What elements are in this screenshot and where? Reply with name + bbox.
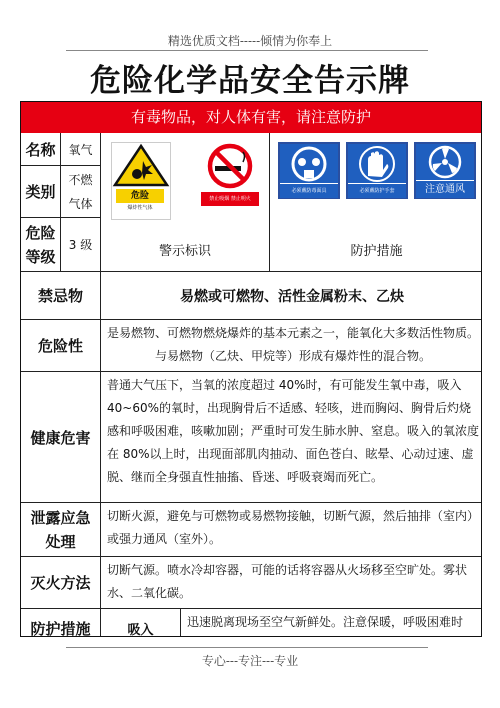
- ventilation-pictogram: [416, 144, 474, 180]
- warning-caption: 警示标识: [158, 244, 211, 259]
- name-value: 氧气: [61, 133, 101, 166]
- protection-label: 防护措施: [21, 609, 101, 637]
- inhalation-label: 吸入: [101, 609, 181, 637]
- firefighting-text: 切断气源。喷水冷却容器，可能的话将容器从火场移至空旷处。雾状水、二氧化碳。: [101, 557, 482, 609]
- protection-caption: 防护措施: [350, 244, 403, 259]
- category-label: 类别: [21, 166, 61, 218]
- gloves-sign: [346, 142, 408, 199]
- gas-mask-label: 必须戴防毒面具: [280, 184, 338, 198]
- gas-mask-pictogram: [280, 144, 338, 183]
- hazard-text: 是易燃物、可燃物燃烧爆炸的基本元素之一，能氧化大多数活性物质。与易燃物（乙炔、甲烷等）形成有爆炸性的混合物。: [101, 320, 482, 372]
- fan-icon: [416, 144, 474, 180]
- explosion-warning-sign: [111, 142, 171, 220]
- danger-badge-sub: 爆炸性气体: [127, 205, 153, 211]
- hazard-label: 危险性: [21, 320, 101, 372]
- ventilation-sign: [414, 142, 476, 199]
- gloves-label: 必须戴防护手套: [348, 184, 406, 198]
- category-value: [61, 166, 101, 218]
- footer-note: 专心---专注---专业: [201, 654, 299, 668]
- gas-mask-sign: [278, 142, 340, 199]
- health-text: 普通大气压下，当氧的浓度超过 40%时，有可能发生氧中毒，吸入 40~60%的氧时，出现胸骨后不适感、轻咳，进而胸闷、胸骨后灼烧感和呼吸困难，咳嗽加剧；严重时可发生肺水肿、窒息。吸入的氧浓度在 80%以上时，出现面部肌肉抽动、面色苍白、眩晕、心动过速、虚脱、继而全身强直性抽搐、昏迷、呼吸衰竭而死亡。: [101, 372, 482, 503]
- header-divider: [66, 50, 428, 51]
- no-smoking-sign: [201, 142, 259, 218]
- category-value-line1: 不燃: [68, 172, 93, 187]
- warning-banner: 有毒物品，对人体有害，请注意防护: [21, 102, 481, 133]
- inhalation-text: 迅速脱离现场至空气新鲜处。注意保暖，呼吸困难时: [181, 609, 482, 637]
- health-label: 健康危害: [21, 372, 101, 503]
- explosion-icon: [112, 143, 170, 187]
- forbidden-label: 禁忌物: [21, 272, 101, 320]
- leak-label-line2: 处理: [45, 532, 76, 551]
- gas-mask-icon: [280, 144, 338, 183]
- forbidden-text: 易燃或可燃物、活性金属粉末、乙炔: [101, 272, 482, 320]
- footer-divider: [66, 647, 428, 648]
- grade-label: [21, 218, 61, 272]
- safety-sign-table: [20, 101, 482, 637]
- firefighting-label: 灭火方法: [21, 557, 101, 609]
- page-title: 危险化学品安全告示牌: [90, 63, 410, 99]
- leak-label-line1: 泄露应急: [30, 508, 91, 527]
- grade-label-line1: 危险: [25, 223, 56, 242]
- header-note: 精选优质文档-----倾情为你奉上: [167, 34, 333, 48]
- gloves-icon: [348, 144, 406, 183]
- no-smoking-badge: 禁止吸烟 禁止明火: [201, 192, 259, 206]
- name-label: 名称: [21, 133, 61, 166]
- danger-badge: 危险: [116, 189, 164, 203]
- leak-text: 切断火源，避免与可燃物或易燃物接触，切断气源，然后抽排（室内）或强力通风（室外）。: [101, 503, 482, 557]
- protection-signs-cell: [270, 133, 482, 272]
- category-value-line2: 气体: [68, 196, 93, 211]
- grade-value: 3 级: [61, 218, 101, 272]
- ventilation-label: 注意通风: [416, 181, 474, 198]
- gloves-pictogram: [348, 144, 406, 183]
- grade-label-line2: 等级: [25, 247, 56, 266]
- leak-label: [21, 503, 101, 557]
- warning-signs-cell: [101, 133, 270, 272]
- no-smoking-icon: [201, 142, 259, 190]
